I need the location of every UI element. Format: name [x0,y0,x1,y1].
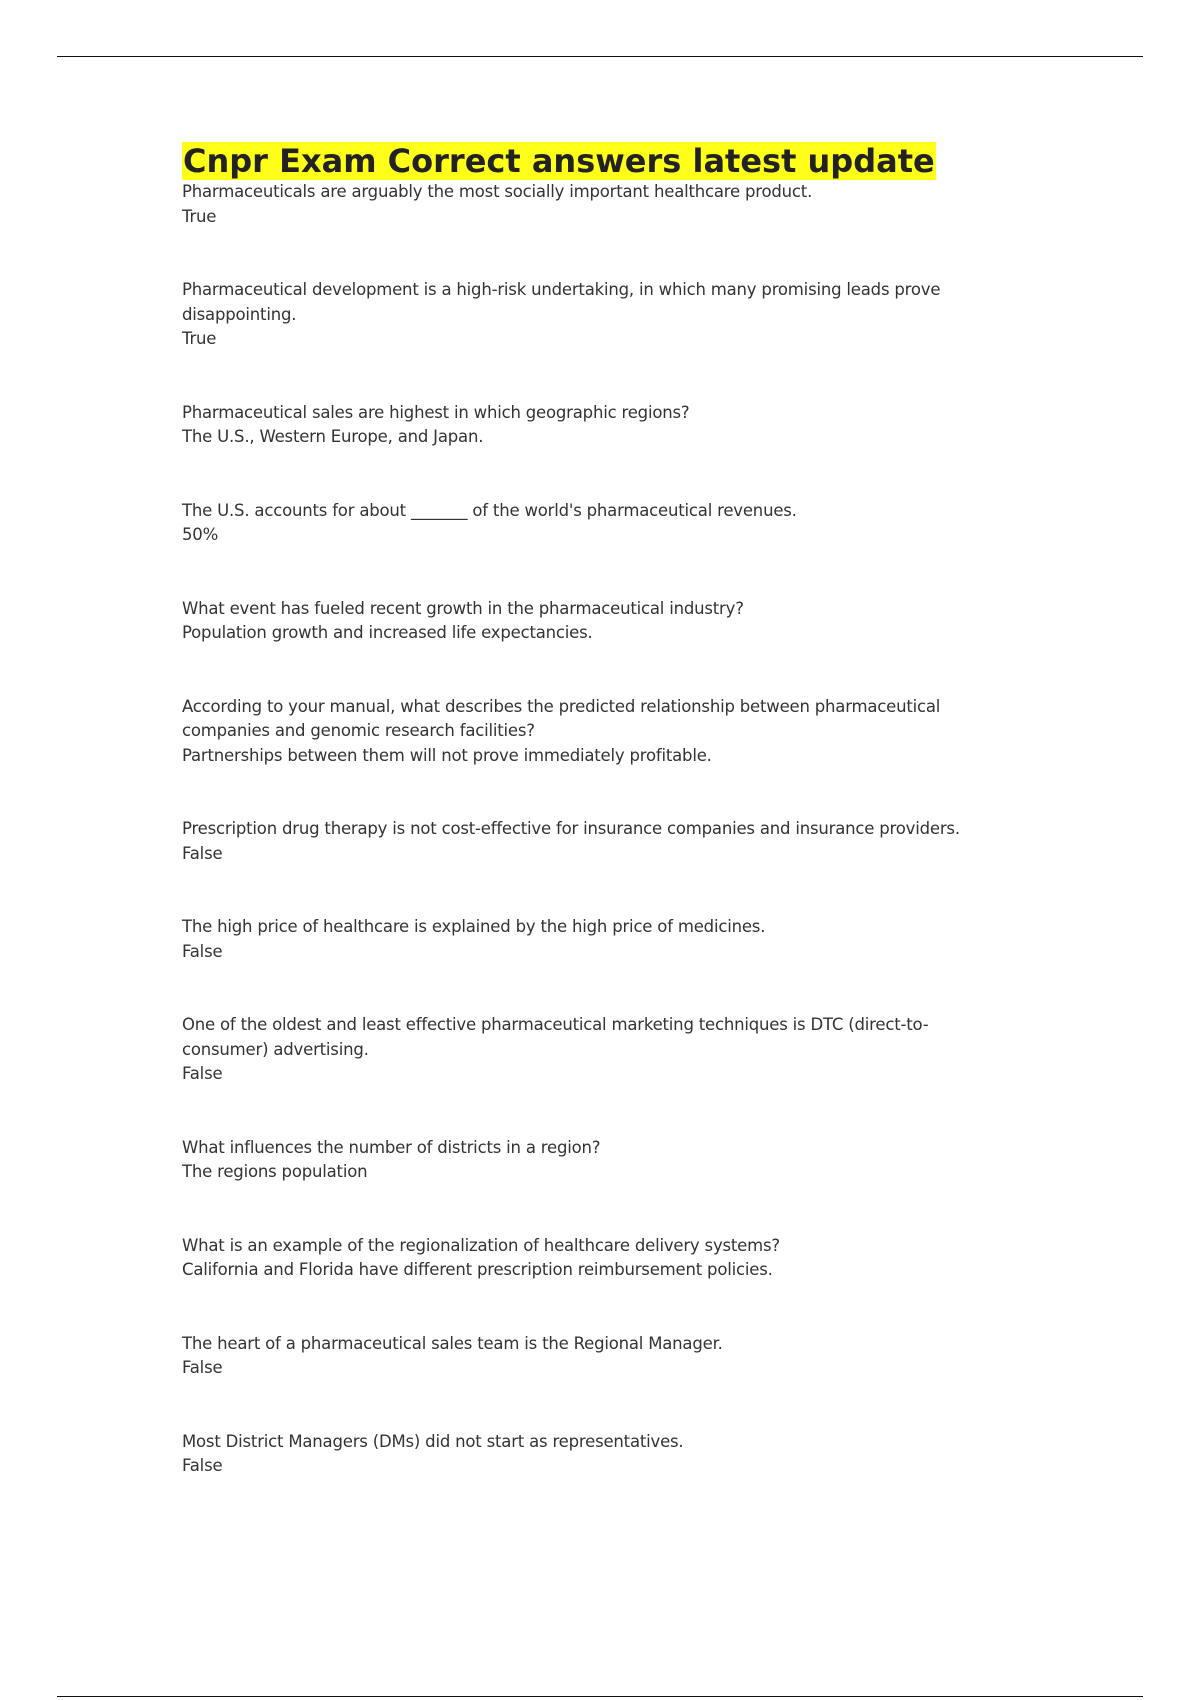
footer-rule [57,1696,1143,1697]
answer-text: False [182,1064,223,1083]
question-text: The U.S. accounts for about _______ of the world's pharmaceutical revenues. [182,500,797,520]
question-text: Pharmaceuticals are arguably the most socially important healthcare product. [182,182,813,201]
question-text: One of the oldest and least effective pharmaceutical marketing techniques is DTC (direct-to-consumer) advertising. [182,1015,929,1059]
question-text: The heart of a pharmaceutical sales team is the Regional Manager. [182,1333,723,1353]
question-text: What is an example of the regionalization of healthcare delivery systems? [182,1235,780,1255]
qa-item [182,1332,982,1381]
qa-item [182,597,982,646]
question-text: According to your manual, what describes the predicted relationship between pharmaceutical companies and genomic research facilities? [182,696,941,740]
qa-list [182,180,982,1479]
qa-item [182,499,982,548]
question-text: Prescription drug therapy is not cost-effective for insurance companies and insurance providers. [182,819,960,838]
qa-item [182,695,982,769]
answer-text: Population growth and increased life expectancies. [182,623,593,642]
qa-item [182,401,982,450]
question-text: What event has fueled recent growth in the pharmaceutical industry? [182,598,744,618]
question-text: What influences the number of districts in a region? [182,1137,601,1157]
qa-item [182,915,982,964]
qa-item [182,1234,982,1283]
answer-text: False [182,941,223,961]
answer-text: True [182,206,217,226]
answer-text: The regions population [182,1162,368,1181]
question-text: Most District Managers (DMs) did not start as representatives. [182,1431,684,1451]
qa-item [182,1136,982,1185]
answer-text: Partnerships between them will not prove immediately profitable. [182,745,712,765]
answer-text: False [182,1358,223,1377]
answer-text: California and Florida have different prescription reimbursement policies. [182,1260,773,1279]
answer-text: The U.S., Western Europe, and Japan. [182,427,484,446]
qa-item [182,278,982,352]
qa-item [182,180,982,229]
qa-item [182,1430,982,1479]
answer-text: False [182,843,223,863]
question-text: Pharmaceutical sales are highest in which geographic regions? [182,402,690,422]
document-title: Cnpr Exam Correct answers latest update [183,142,935,180]
answer-text: True [182,329,217,348]
document-body [182,142,982,1479]
qa-item [182,1013,982,1087]
qa-item [182,817,982,866]
header-rule [57,56,1143,57]
answer-text: 50% [182,525,219,544]
answer-text: False [182,1456,223,1475]
question-text: The high price of healthcare is explained by the high price of medicines. [182,917,766,936]
question-text: Pharmaceutical development is a high-risk undertaking, in which many promising leads prove disappointing. [182,280,941,324]
